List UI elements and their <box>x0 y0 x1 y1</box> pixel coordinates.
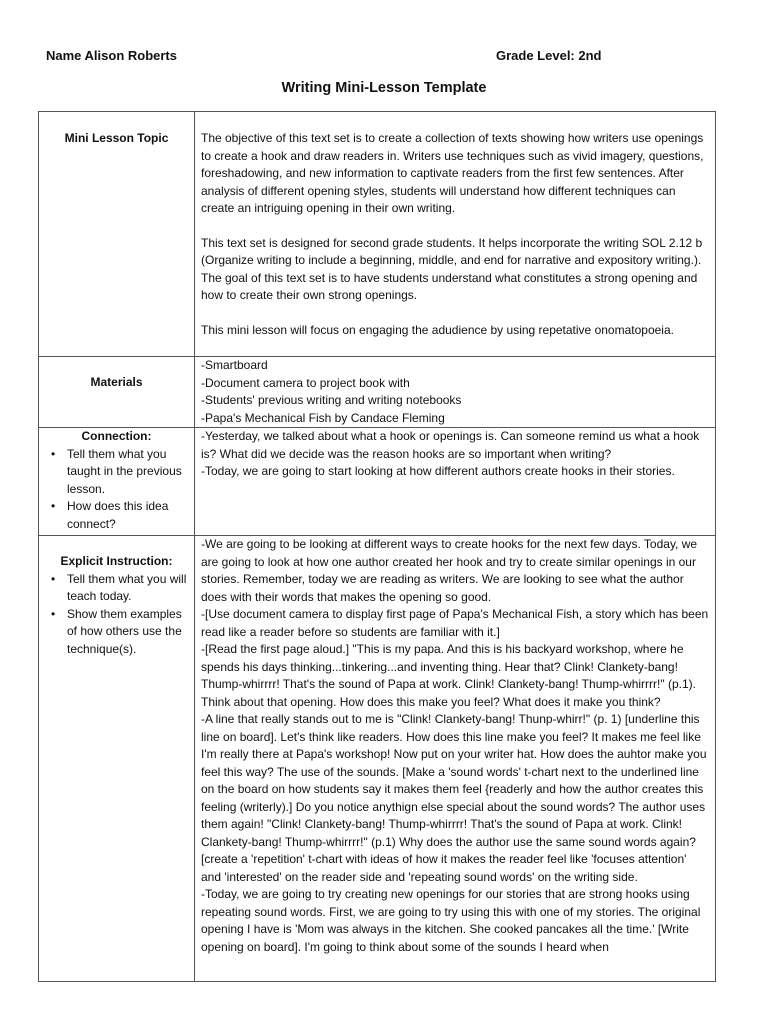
table-row-materials <box>39 357 716 428</box>
label-cell <box>39 536 195 982</box>
table-row-explicit-instruction <box>39 536 716 982</box>
paragraph: -[Use document camera to display first page of Papa's Mechanical Fish, a story which has been read like a reader before so students are familiar with it.] <box>201 607 709 639</box>
list-item: -Smartboard <box>201 358 268 372</box>
table-row-connection <box>39 428 716 536</box>
bullet-item: • Tell them what you taught in the previous lesson. <box>67 446 188 499</box>
content-cell <box>195 112 716 357</box>
row-label: Materials <box>90 375 143 389</box>
paragraph: This mini lesson will focus on engaging the adudience by using repetative onomatopoeia. <box>201 322 674 337</box>
list-item: -Papa's Mechanical Fish by Candace Fleming <box>201 410 445 425</box>
document-title: Writing Mini-Lesson Template <box>281 80 487 96</box>
table-row-topic <box>39 112 716 357</box>
paragraph: -We are going to be looking at different ways to create hooks for the next few days. Today, we are going to look at how one author created her hook and try to create similar openings in our stories. Remember, today we are reading as writers. We are looking to see what the author does with their words that makes the opening so good. <box>201 537 698 604</box>
bullet-item: • Tell them what you will teach today. <box>67 571 188 606</box>
paragraph: -[Read the first page aloud.] "This is my papa. And this is his backyard workshop, where he spends his days thinking...tinkering...and inventing thing. Hear that? Clink! Clankety-bang! Thump-whirrrr! That's the sound of Papa at work. Clink! Clankety-bang! Thump-whirrrr!" (p.1). Think about that opening. How does this make you feel? What does it make you think? <box>201 642 696 709</box>
content-cell <box>195 536 716 982</box>
student-name: Name Alison Roberts <box>46 48 177 63</box>
label-cell <box>39 112 195 357</box>
paragraph: The objective of this text set is to create a collection of texts showing how writers use openings to create a hook and draw readers in. Writers use techniques such as vivid imagery, questions, foreshadowing, and new information to captivate readers from the first few sentences. After analysis of different opening styles, students will understand how different techniques can create an intriguing opening in their own writing. <box>201 131 704 215</box>
bullet-list <box>45 446 188 534</box>
lesson-table <box>38 111 716 982</box>
row-label: Explicit Instruction: <box>60 554 173 568</box>
list-item: -Students' previous writing and writing notebooks <box>201 393 462 407</box>
list-item: -Document camera to project book with <box>201 375 410 390</box>
row-label: Mini Lesson Topic <box>64 131 169 145</box>
paragraph: -A line that really stands out to me is "Clink! Clankety-bang! Thunp-whirr!" (p. 1) [underline this line on board]. Let's think like readers. How does this line make you feel? It makes me feel like I'm really there at Papa's workshop! Now put on your writer hat. How does the auhtor make you feel this way? The use of the sounds. [Make a 'sound words' t-chart next to the underlined line on the board on how students say it makes them feel {readerly and how the author creates this feeling (writerly).] Do you notice anythign else special about the sound words? The author uses them again! "Clink! Clankety-bang! Thump-whirrrr! That's the sound of Papa at work. Clink! Clankety-bang! Thump-whirrrr!" (p.1) Why does the author use the same sound words again? [create a 'repetition' t-chart with ideas of how it makes the reader feel like 'focuses attention' and 'interested' on the reader side and 'repeating sound words' on the writing side. <box>201 712 707 884</box>
bullet-item: • How does this idea connect? <box>67 498 188 533</box>
row-label: Connection: <box>81 429 152 443</box>
content-cell <box>195 357 716 428</box>
content-cell <box>195 428 716 536</box>
label-cell <box>39 428 195 536</box>
bullet-list <box>45 571 188 659</box>
paragraph: This text set is designed for second grade students. It helps incorporate the writing SOL 2.12 b (Organize writing to include a beginning, middle, and end for narrative and expository writing.). The goal of this text set is to have students understand what constitutes a strong opening and how to create their own strong openings. <box>201 235 703 302</box>
paragraph: -Today, we are going to start looking at how different authors create hooks in their stories. <box>201 464 675 478</box>
grade-level: Grade Level: 2nd <box>496 48 602 63</box>
bullet-item: • Show them examples of how others use the technique(s). <box>67 606 188 659</box>
paragraph: -Today, we are going to try creating new openings for our stories that are strong hooks using repeating sound words. First, we are going to try using this with one of my stories. The original opening I have is 'Mom was always in the kitchen. She cooked pancakes all the time.' [Write opening on board]. I'm going to think about some of the sounds I heard when <box>201 887 701 954</box>
label-cell <box>39 357 195 428</box>
paragraph: -Yesterday, we talked about what a hook or openings is. Can someone remind us what a hook is? What did we decide was the reason hooks are so important when writing? <box>201 429 700 461</box>
